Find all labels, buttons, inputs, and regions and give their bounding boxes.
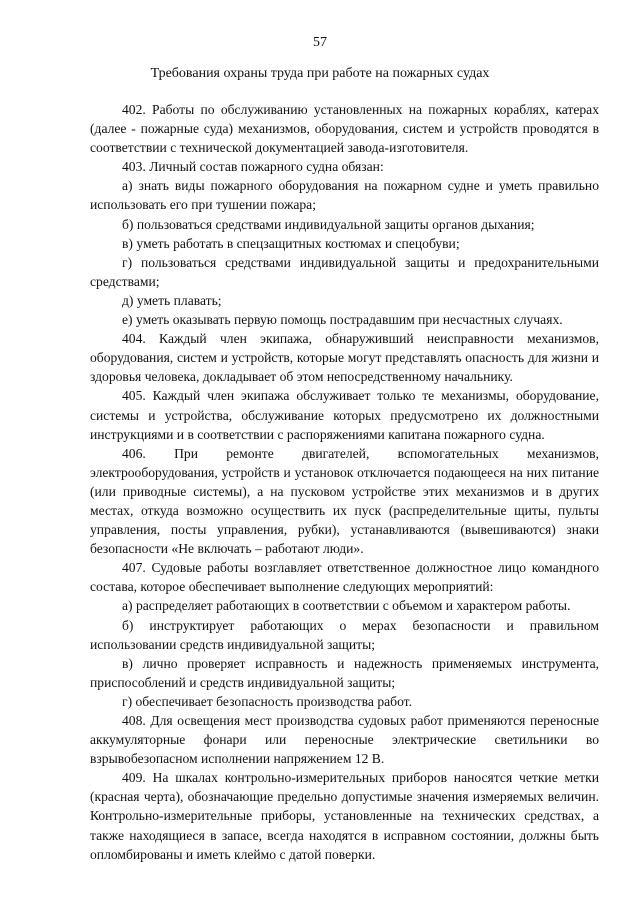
list-item-403-d: д) уметь плавать; [122,292,222,308]
list-item-407-g: г) обеспечивает безопасность производства работ. [122,693,413,709]
list-item-407-v: в) лично проверяет исправность и надежность применяемых инструмента, приспособлений и средств индивидуальной защиты; [90,655,599,690]
list-item-403-v: в) уметь работать в спецзащитных костюмах и спецобуви; [122,235,460,251]
paragraph-402: 402. Работы по обслуживанию установленных на пожарных кораблях, катерах (далее - пожарные суда) механизмов, оборудования, систем и устройств проводятся в соответствии с технической документацией завода-изготовителя. [90,102,599,156]
paragraph-409: 409. На шкалах контрольно-измерительных приборов наносятся четкие метки (красная черта), обозначающие предельно допустимые значения измеряемых величин. Контрольно-измерительные приборы, установленные на технических средствах, а также находящиеся в запасе, всегда находятся в исправном состоянии, должны быть опломбированы и иметь клеймо с датой поверки. [90,770,599,862]
list-item-403-g: г) пользоваться средствами индивидуальной защиты и предохранительными средствами; [90,254,599,289]
paragraph-407: 407. Судовые работы возглавляет ответственное должностное лицо командного состава, которое обеспечивает выполнение следующих мероприятий: [90,560,599,595]
section-heading: Требования охраны труда при работе на пожарных судах [150,66,490,81]
body-text [90,100,599,864]
paragraph-403: 403. Личный состав пожарного судна обязан: [122,159,384,175]
list-item-403-e: е) уметь оказывать первую помощь пострадавшим при несчастных случаях. [122,312,563,328]
list-item-403-b: б) пользоваться средствами индивидуальной защиты органов дыхания; [122,216,535,232]
page-number: 57 [313,35,327,50]
list-item-407-b: б) инструктирует работающих о мерах безопасности и правильном использовании средств индивидуальной защиты; [90,617,599,652]
list-item-407-a: а) распределяет работающих в соответствии с объемом и характером работы. [122,598,571,614]
paragraph-406: 406. При ремонте двигателей, вспомогательных механизмов, электрооборудования, устройств и установок отключается подающееся на них питание (или приводные системы), а на пусковом устройстве этих механизмов и в других местах, откуда возможно осуществить их пуск (распределительные щиты, пульты управления, посты управления, рубки), устанавливаются (вывешиваются) знаки безопасности «Не включать – работают люди». [90,445,599,557]
paragraph-404: 404. Каждый член экипажа, обнаруживший неисправности механизмов, оборудования, систем и устройств, которые могут представлять опасность для жизни и здоровья человека, докладывает об этом непосредственному начальнику. [90,331,599,385]
paragraph-405: 405. Каждый член экипажа обслуживает только те механизмы, оборудование, системы и устройства, обслуживание которых предусмотрено их должностными инструкциями и в соответствии с распоряжениями капитана пожарного судна. [90,388,599,442]
paragraph-408: 408. Для освещения мест производства судовых работ применяются переносные аккумуляторные фонари или переносные электрические светильники во взрывобезопасном исполнении напряжением 12 В. [90,713,599,767]
list-item-403-a: а) знать виды пожарного оборудования на пожарном судне и уметь правильно использовать его при тушении пожара; [90,178,599,213]
